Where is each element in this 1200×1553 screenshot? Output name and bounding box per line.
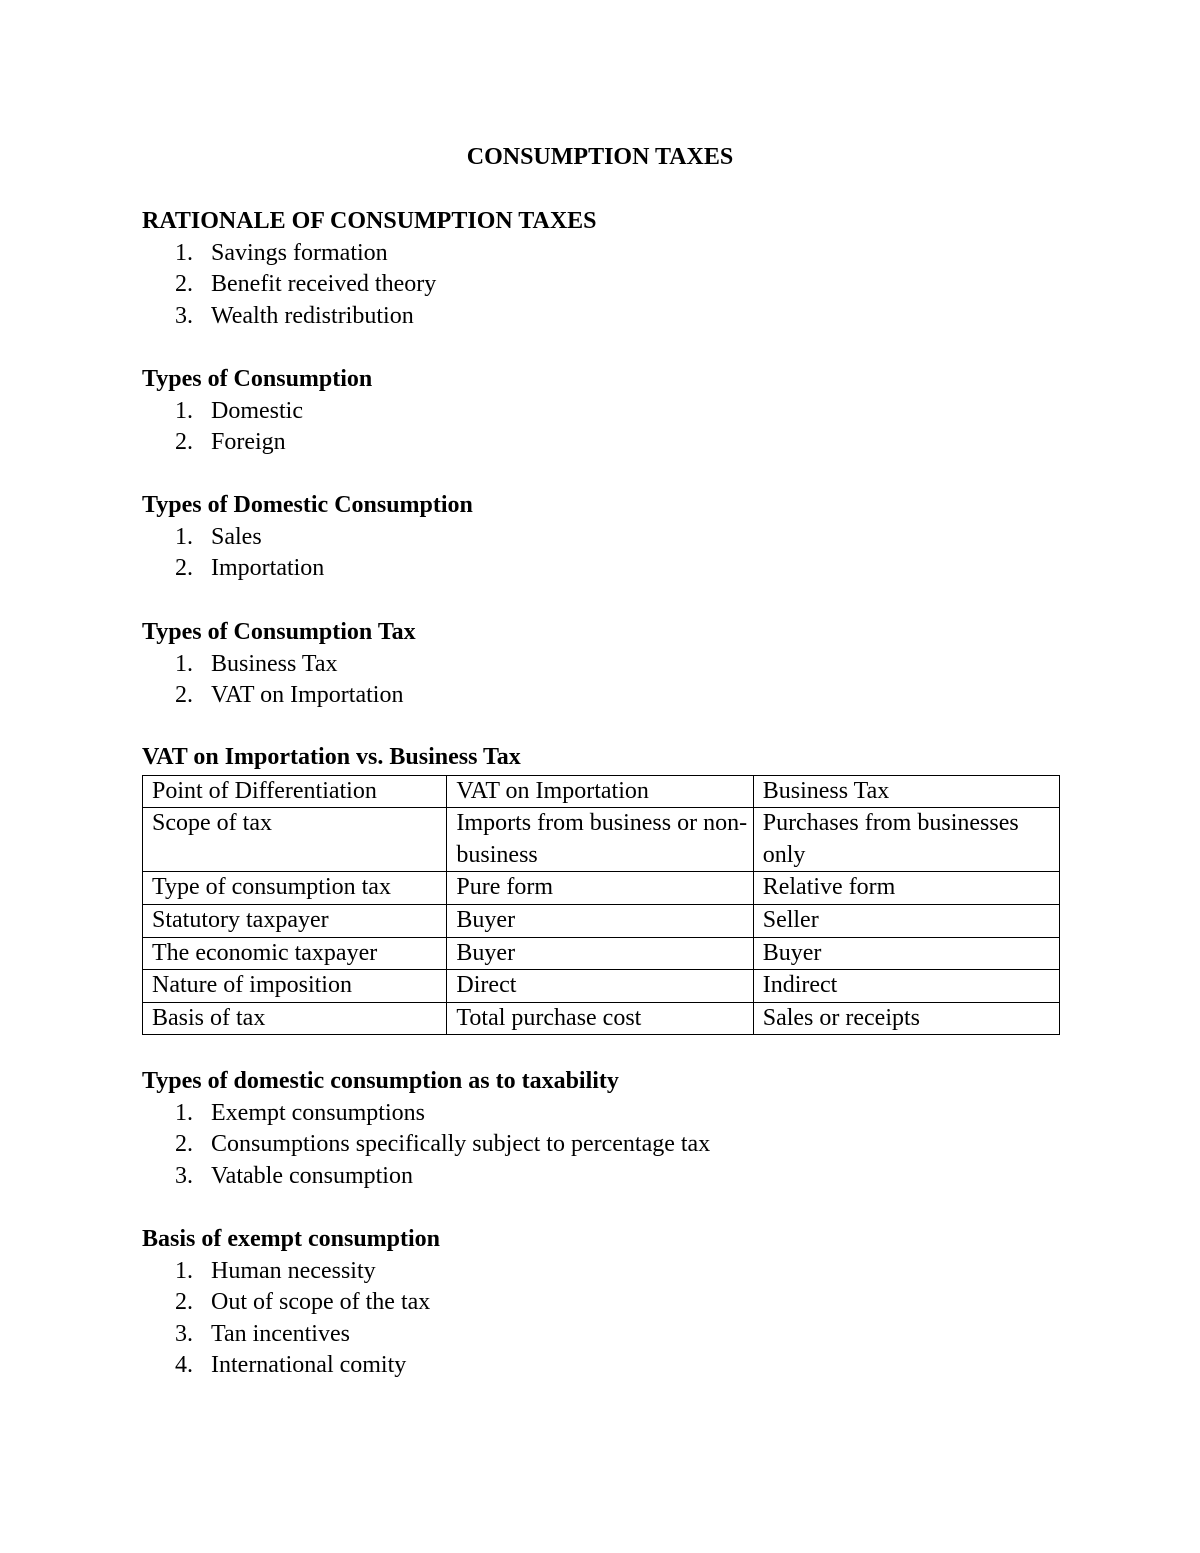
list-item — [142, 1256, 1062, 1288]
list-number: 3. — [175, 1320, 193, 1347]
section-heading: Types of Consumption — [142, 366, 373, 392]
table-cell: Scope of tax — [143, 808, 447, 872]
list-item-text: VAT on Importation — [211, 682, 404, 709]
list-item-text: Foreign — [211, 429, 286, 456]
table-row — [143, 808, 1060, 872]
table-cell: Direct — [447, 970, 753, 1003]
list-number: 1. — [175, 650, 193, 677]
table-cell: Imports from business or non-business — [447, 808, 753, 872]
list-item — [142, 1287, 1062, 1319]
list-item — [142, 1319, 1062, 1351]
table-cell: The economic taxpayer — [143, 937, 447, 970]
list-item — [142, 649, 1062, 681]
table-cell: Relative form — [753, 872, 1059, 905]
table-cell: Buyer — [447, 937, 753, 970]
list-item-text: Importation — [211, 555, 325, 582]
list-item-text: Domestic — [211, 397, 303, 424]
numbered-list — [142, 1256, 1062, 1382]
section-exempt-basis — [142, 1224, 1062, 1382]
section-heading: Types of Consumption Tax — [142, 619, 416, 645]
table-row — [143, 904, 1060, 937]
list-item-text: International comity — [211, 1352, 407, 1379]
list-item — [142, 396, 1062, 428]
list-item-text: Out of scope of the tax — [211, 1289, 431, 1316]
list-item — [142, 427, 1062, 459]
section-taxability — [142, 1066, 1062, 1192]
list-number: 2. — [175, 429, 193, 456]
section-comparison — [142, 742, 1062, 1035]
list-item — [142, 680, 1062, 712]
section-heading: Basis of exempt consumption — [142, 1226, 441, 1252]
list-item — [142, 1350, 1062, 1382]
section-heading: Types of Domestic Consumption — [142, 492, 473, 518]
list-number: 2. — [175, 1289, 193, 1316]
column-header: VAT on Importation — [447, 775, 753, 808]
list-item — [142, 238, 1062, 270]
table-row — [143, 937, 1060, 970]
table-cell: Seller — [753, 904, 1059, 937]
numbered-list — [142, 396, 1062, 459]
list-item-text: Exempt consumptions — [211, 1099, 425, 1126]
table-row — [143, 1002, 1060, 1035]
section-types-of-consumption-tax — [142, 617, 1062, 712]
list-number: 1. — [175, 1099, 193, 1126]
section-heading: RATIONALE OF CONSUMPTION TAXES — [142, 208, 597, 234]
list-item-text: Business Tax — [211, 650, 338, 677]
comparison-table — [142, 775, 1060, 1036]
list-item — [142, 553, 1062, 585]
document-title: CONSUMPTION TAXES — [466, 144, 734, 170]
list-item — [142, 301, 1062, 333]
list-item-text: Savings formation — [211, 239, 388, 266]
column-header: Business Tax — [753, 775, 1059, 808]
list-item — [142, 522, 1062, 554]
table-cell: Basis of tax — [143, 1002, 447, 1035]
list-item — [142, 1098, 1062, 1130]
table-cell: Purchases from businesses only — [753, 808, 1059, 872]
table-cell: Type of consumption tax — [143, 872, 447, 905]
section-types-of-consumption — [142, 364, 1062, 459]
section-heading: Types of domestic consumption as to taxability — [142, 1068, 619, 1094]
numbered-list — [142, 522, 1062, 585]
table-cell: Statutory taxpayer — [143, 904, 447, 937]
list-number: 1. — [175, 523, 193, 550]
table-caption: VAT on Importation vs. Business Tax — [142, 744, 521, 770]
table-row — [143, 970, 1060, 1003]
list-number: 2. — [175, 1131, 193, 1158]
numbered-list — [142, 238, 1062, 333]
table-cell: Sales or receipts — [753, 1002, 1059, 1035]
list-item — [142, 1129, 1062, 1161]
table-header-row — [143, 775, 1060, 808]
table-cell: Indirect — [753, 970, 1059, 1003]
list-item-text: Wealth redistribution — [211, 302, 414, 329]
list-item — [142, 1161, 1062, 1193]
list-item-text: Sales — [211, 523, 262, 550]
list-number: 4. — [175, 1352, 193, 1379]
column-header: Point of Differentiation — [143, 775, 447, 808]
list-number: 3. — [175, 1162, 193, 1189]
list-number: 2. — [175, 555, 193, 582]
table-cell: Buyer — [447, 904, 753, 937]
list-item-text: Consumptions specifically subject to percentage tax — [211, 1131, 711, 1158]
list-item-text: Benefit received theory — [211, 271, 437, 298]
list-number: 1. — [175, 239, 193, 266]
numbered-list — [142, 1098, 1062, 1193]
section-rationale — [142, 206, 1062, 332]
table-cell: Buyer — [753, 937, 1059, 970]
list-number: 1. — [175, 1257, 193, 1284]
list-number: 2. — [175, 271, 193, 298]
list-number: 1. — [175, 397, 193, 424]
section-types-of-domestic-consumption — [142, 490, 1062, 585]
table-cell: Pure form — [447, 872, 753, 905]
list-item-text: Vatable consumption — [211, 1162, 413, 1189]
list-number: 2. — [175, 682, 193, 709]
numbered-list — [142, 649, 1062, 712]
list-item — [142, 269, 1062, 301]
table-cell: Nature of imposition — [143, 970, 447, 1003]
list-item-text: Tan incentives — [211, 1320, 350, 1347]
list-number: 3. — [175, 302, 193, 329]
table-cell: Total purchase cost — [447, 1002, 753, 1035]
list-item-text: Human necessity — [211, 1257, 376, 1284]
table-row — [143, 872, 1060, 905]
